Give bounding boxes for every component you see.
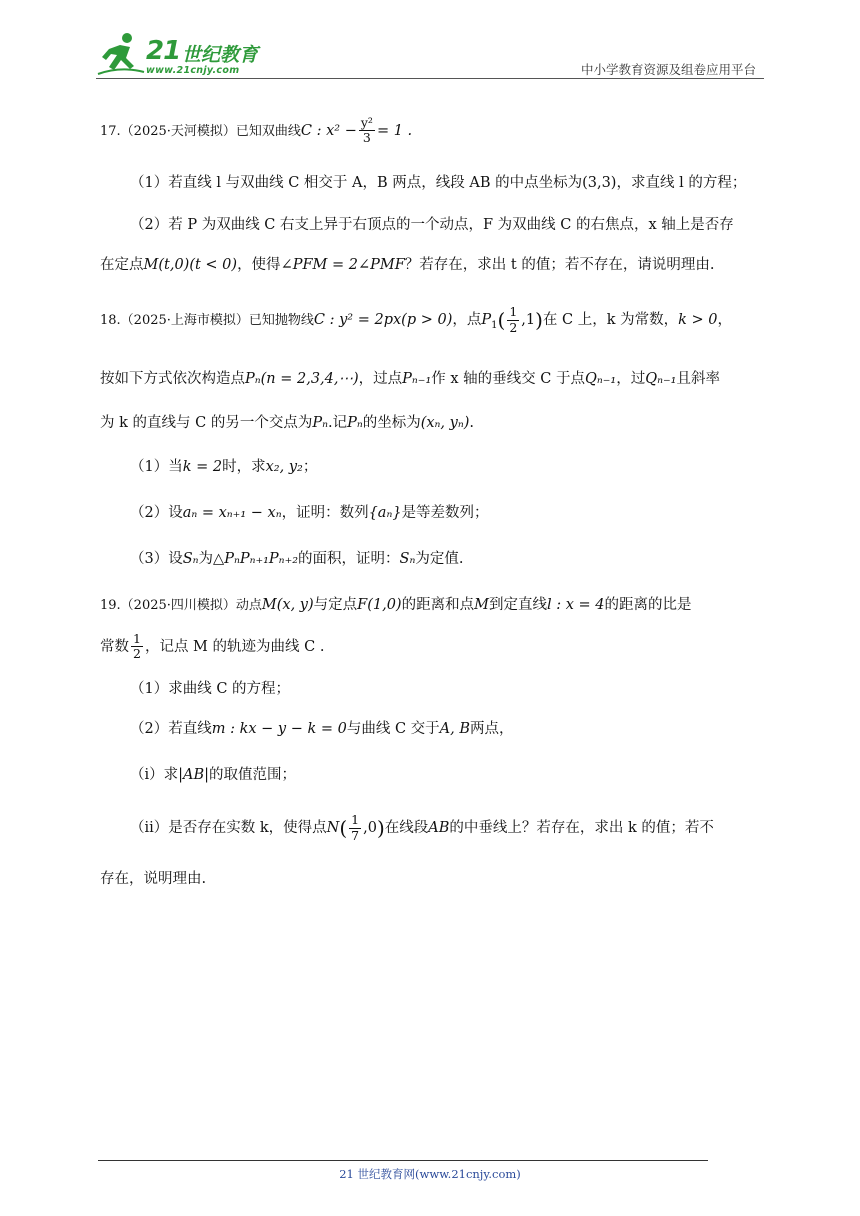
logo-url: www.21cnjy.com bbox=[146, 65, 240, 76]
q18-fraction: $\frac{1}{2}$ bbox=[509, 304, 518, 335]
q19-part1: （1）求曲线 C 的方程； bbox=[130, 681, 291, 697]
header-divider bbox=[96, 78, 764, 79]
q19-part2: （2）若直线m : kx − y − k = 0与曲线 C 交于A, B两点， bbox=[130, 721, 514, 737]
q19-stem: 19.（2025·四川模拟）动点M(x, y)与定点F(1,0)的距离和点M到定直线l : x = 4的距离的比是 bbox=[100, 597, 692, 613]
q17-part1: （1）若直线 l 与双曲线 C 相交于 A，B 两点，线段 AB 的中点坐标为(3,3)，求直线 l 的方程； bbox=[130, 175, 747, 191]
q17-part2-line1: （2）若 P 为双曲线 C 右支上异于右顶点的一个动点，F 为双曲线 C 的右焦点，x 轴上是否存 bbox=[130, 217, 734, 233]
q19-part2-i: （ⅰ）求|AB|的取值范围； bbox=[130, 767, 297, 783]
logo-number: 21 bbox=[146, 36, 181, 66]
q17-fraction: $\frac{\text{y²}}{3}$ bbox=[360, 115, 373, 146]
q19-fraction: $\frac{1}{2}$ bbox=[133, 631, 141, 662]
q19-ii-fraction: $\frac{1}{7}$ bbox=[351, 812, 360, 843]
q18-line2: 按如下方式依次构造点Pₙ(n = 2,3,4,⋯)，过点Pₙ₋₁作 x 轴的垂线交 C 于点Qₙ₋₁，过Qₙ₋₁且斜率 bbox=[100, 371, 720, 387]
runner-icon bbox=[96, 30, 146, 78]
logo-text: 世纪教育 bbox=[182, 44, 259, 66]
q19-line2: 常数 $\frac{1}{2}$ ，记点 M 的轨迹为曲线 C . bbox=[100, 631, 325, 662]
q19-part2-ii: （ⅱ）是否存在实数 k，使得点N( $\frac{1}{7}$ ,0)在线段AB的中垂线上？若存在，求出 k 的值；若不 bbox=[130, 812, 714, 843]
q18-stem: 18.（2025·上海市模拟）已知抛物线C : y² = 2px(p > 0)，点$P_1$( $\frac{1}{2}$ ,1)在 C 上，k 为常数，k > 0， bbox=[100, 304, 733, 335]
q18-part2: （2）设aₙ = xₙ₊₁ − xₙ，证明：数列{aₙ}是等差数列； bbox=[130, 505, 489, 521]
q17-part2-line2: 在定点M(t,0)(t < 0)，使得∠PFM = 2∠PMF？若存在，求出 t 的值；若不存在，请说明理由. bbox=[100, 257, 715, 273]
q18-line3: 为 k 的直线与 C 的另一个交点为Pₙ.记Pₙ的坐标为(xₙ, yₙ). bbox=[100, 415, 474, 431]
q19-part2-ii-cont: 存在，说明理由. bbox=[100, 871, 207, 887]
page-header bbox=[96, 30, 764, 82]
footer-divider bbox=[98, 1160, 708, 1161]
site-logo[interactable] bbox=[96, 30, 266, 78]
platform-name: 中小学教育资源及组卷应用平台 bbox=[580, 62, 756, 77]
footer-text[interactable]: 21 世纪教育网(www.21cnjy.com) bbox=[339, 1167, 521, 1181]
q17-stem: 17.（2025·天河模拟）已知双曲线C : x² − $\frac{\text{y²}}{3}$ = 1 . bbox=[100, 115, 413, 146]
q18-part1: （1）当k = 2时，求x₂, y₂； bbox=[130, 459, 318, 475]
q18-part3: （3）设Sₙ为△PₙPₙ₊₁Pₙ₊₂的面积，证明：Sₙ为定值. bbox=[130, 551, 464, 567]
